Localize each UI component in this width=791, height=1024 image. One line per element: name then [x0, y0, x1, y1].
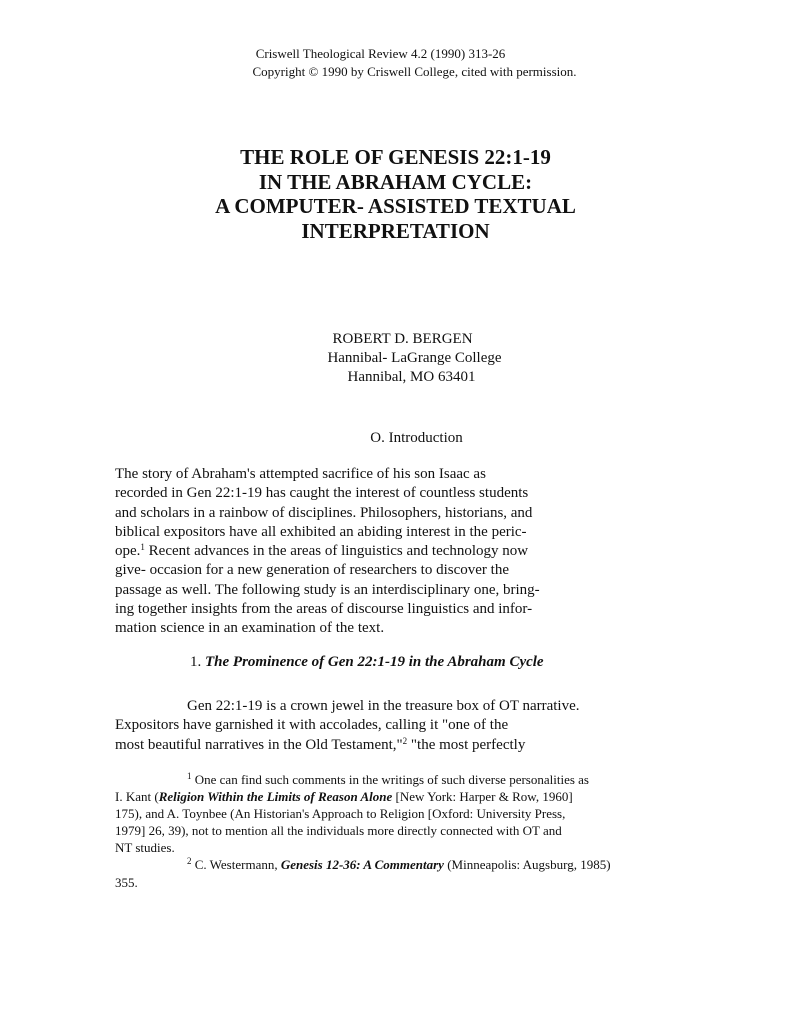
introduction-paragraph — [115, 465, 540, 639]
title-line-2: IN THE ABRAHAM CYCLE: — [258, 169, 533, 194]
title-line-1: THE ROLE OF GENESIS 22:1-19 — [240, 145, 551, 169]
paragraph-line — [115, 736, 580, 755]
footnote-1 — [115, 771, 611, 788]
section-heading — [0, 429, 791, 448]
paragraph-line: ing together insights from the areas of discourse linguistics and infor- — [115, 601, 533, 618]
footnotes — [115, 771, 611, 891]
paragraph-line: recorded in Gen 22:1-19 has caught the interest of countless students — [115, 485, 529, 502]
footnote-book-title: Genesis 12-36: A Commentary — [280, 857, 444, 873]
paragraph-line: The story of Abraham's attempted sacrifice of his son Isaac as — [115, 466, 486, 482]
subsection-heading — [190, 653, 544, 672]
author-location: Hannibal, MO 63401 — [347, 369, 476, 385]
footnote-line: NT studies. — [115, 840, 175, 856]
paragraph-line: biblical expositors have all exhibited an abiding interest in the peric- — [115, 523, 527, 540]
footnote-text: [New York: Harper & Row, 1960] — [392, 789, 573, 805]
copyright-notice: Copyright © 1990 by Criswell College, cited with permission. — [252, 64, 577, 79]
subsection-title: The Prominence of Gen 22:1-19 in the Abraham Cycle — [205, 654, 544, 670]
paragraph-text: "the most perfectly — [407, 736, 526, 753]
footnote-mark-1: 1 — [187, 771, 192, 781]
article-title — [0, 145, 791, 244]
footnote-ref-1[interactable]: 1 — [140, 542, 145, 553]
footnote-text: One can find such comments in the writings of such diverse personalities as — [191, 772, 589, 787]
footnote-text: C. Westermann, — [191, 857, 281, 873]
footnote-text: I. Kant ( — [115, 789, 159, 805]
footnote-line: 175), and A. Toynbee (An Historian's Approach to Religion [Oxford: University Press, — [115, 806, 566, 822]
footnote-text: (Minneapolis: Augsburg, 1985) — [443, 857, 611, 873]
footnote-mark-2: 2 — [187, 856, 192, 867]
footnote-line — [115, 788, 611, 805]
title-line-3: A COMPUTER- ASSISTED TEXTUAL — [215, 194, 576, 219]
journal-citation: Criswell Theological Review 4.2 (1990) 313-26 — [255, 46, 506, 61]
paragraph-line — [115, 542, 540, 561]
paragraph-line: passage as well. The following study is an interdisciplinary one, bring- — [115, 581, 540, 598]
title-line-4: INTERPRETATION — [301, 219, 490, 244]
author-name: ROBERT D. BERGEN — [332, 331, 473, 347]
paragraph-line: mation science in an examination of the text. — [115, 620, 385, 637]
author-institution: Hannibal- LaGrange College — [327, 350, 502, 366]
body-paragraph — [115, 697, 580, 755]
footnote-2 — [115, 856, 611, 873]
paragraph-line: and scholars in a rainbow of disciplines. Philosophers, historians, and — [115, 504, 533, 521]
footnote-line: 355. — [115, 874, 138, 890]
paragraph-text: ope. — [115, 543, 141, 560]
paragraph-line: Expositors have garnished it with accolades, calling it "one of the — [115, 717, 509, 734]
footnote-line: 1979] 26, 39), not to mention all the individuals more directly connected with OT and — [115, 823, 562, 839]
author-block — [0, 330, 791, 387]
section-heading-text: O. Introduction — [370, 430, 463, 446]
paragraph-text: most beautiful narratives in the Old Testament," — [115, 736, 403, 753]
paragraph-text: Recent advances in the areas of linguistics and technology now — [144, 543, 529, 560]
footnote-ref-2[interactable]: 2 — [402, 735, 408, 746]
paragraph-line: Gen 22:1-19 is a crown jewel in the treasure box of OT narrative. — [187, 698, 580, 714]
paragraph-line: give- occasion for a new generation of researchers to discover the — [115, 562, 509, 579]
subsection-number: 1. — [190, 654, 205, 670]
footnote-book-title: Religion Within the Limits of Reason Alone — [158, 789, 393, 805]
